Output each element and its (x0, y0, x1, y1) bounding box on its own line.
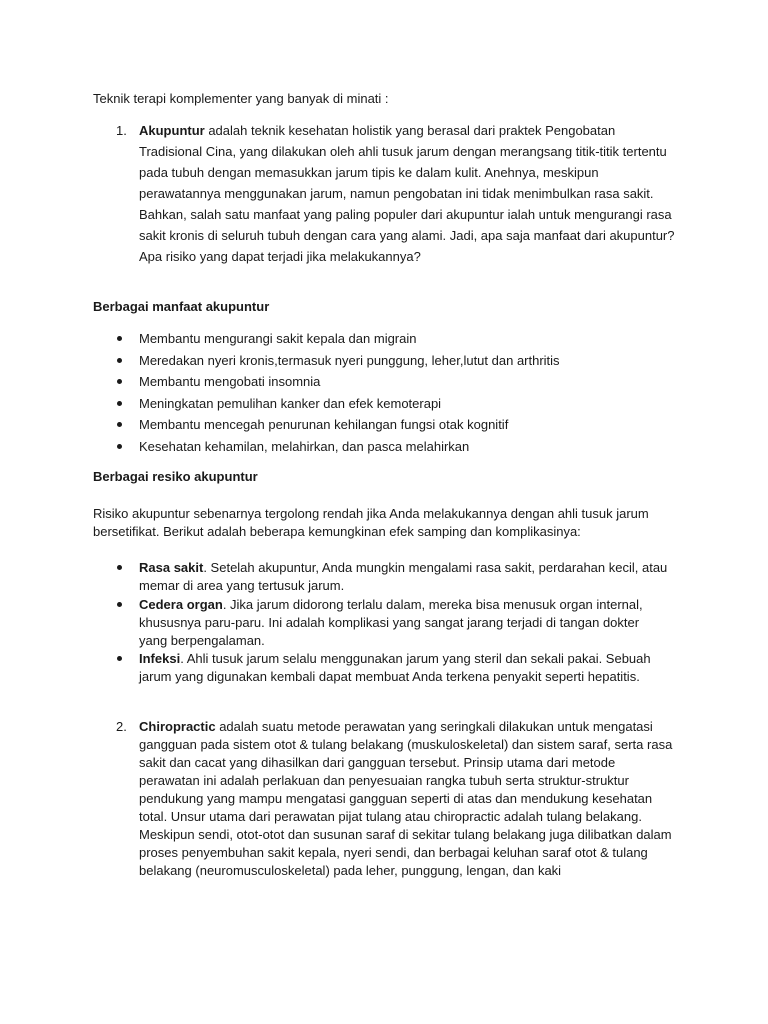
risk-text: . Setelah akupuntur, Anda mungkin mengalami rasa sakit, perdarahan kecil, atau memar di area yang tertusuk jarum. (139, 560, 668, 593)
list-item (139, 328, 699, 350)
risks-heading: Berbagai resiko akupuntur (93, 469, 258, 484)
risk-term: Infeksi (139, 651, 181, 666)
risk-text: . Ahli tusuk jarum selalu menggunakan jarum yang steril dan sekali pakai. Sebuah jarum yang digunakan kembali dapat membuat Anda terkena penyakit seperti hepatitis. (139, 651, 651, 684)
item-2-text: adalah suatu metode perawatan yang seringkali dilakukan untuk mengatasi gangguan pada sistem otot & tulang belakang (muskuloskeletal) dan sistem saraf, serta rasa sakit dan cacat yang dihasilkan dari gangguan tersebut. Prinsip utama dari metode perawatan ini adalah perlakuan dan penyesuaian rangka tubuh serta struktur-struktur pendukung yang mampu mengatasi gangguan seperti di atas dan mendukung kesehatan total. Unsur utama dari perawatan pijat tulang atau chiropractic adalah tulang belakang. Meskipun sendi, otot-otot dan susunan saraf di sekitar tulang belakang juga dilibatkan dalam proses penyembuhan sakit kepala, nyeri sendi, dan berbagai keluhan saraf otot & tulang belakang (neuromusculoskeletal) pada leher, punggung, lengan, dan kaki (139, 719, 673, 878)
list-item-text: Kesehatan kehamilan, melahirkan, dan pasca melahirkan (139, 438, 470, 454)
risk-item-2 (139, 596, 669, 650)
item-2-number: 2. (116, 719, 127, 734)
item-1-number: 1. (116, 123, 127, 138)
bullet-icon (117, 444, 122, 449)
bullet-icon (117, 336, 122, 341)
bullet-icon (117, 358, 122, 363)
bullet-icon (117, 422, 122, 427)
list-item (139, 350, 699, 372)
item-1-term: Akupuntur (139, 123, 205, 138)
list-item-text: Membantu mengobati insomnia (139, 374, 321, 389)
intro-line: Teknik terapi komplementer yang banyak di minati : (93, 91, 389, 106)
risk-text: . Jika jarum didorong terlalu dalam, mereka bisa menusuk organ internal, khususnya paru-paru. Ini adalah komplikasi yang sangat jarang terjadi di tangan dokter yang berpengalaman. (139, 597, 643, 648)
risk-item-1 (139, 559, 669, 595)
bullet-icon (117, 565, 122, 570)
list-item-text: Meredakan nyeri kronis,termasuk nyeri punggung, leher,lutut dan arthritis (139, 352, 560, 368)
bullet-icon (117, 401, 122, 406)
list-item-text: Membantu mencegah penurunan kehilangan fungsi otak kognitif (139, 417, 509, 432)
risk-item-3 (139, 650, 669, 686)
benefits-list (139, 328, 699, 457)
item-1-text: adalah teknik kesehatan holistik yang berasal dari praktek Pengobatan Tradisional Cina, yang dilakukan oleh ahli tusuk jarum dengan merangsang titik-titik tertentu pada tubuh dengan memasukkan jarum tipis ke dalam kulit. Anehnya, meskipun perawatannya menggunakan jarum, namun pengobatan ini tidak menimbulkan rasa sakit. Bahkan, salah satu manfaat yang paling populer dari akupuntur ialah untuk mengurangi rasa sakit kronis di seluruh tubuh dengan cara yang alami. Jadi, apa saja manfaat dari akupuntur? Apa risiko yang dapat terjadi jika melakukannya? (139, 123, 675, 264)
risk-term: Cedera organ (139, 597, 223, 612)
bullet-icon (117, 656, 122, 661)
item-2-term: Chiropractic (139, 719, 216, 734)
risks-intro: Risiko akupuntur sebenarnya tergolong rendah jika Anda melakukannya dengan ahli tusuk jarum bersetifikat. Berikut adalah beberapa kemungkinan efek samping dan komplikasinya: (93, 506, 649, 539)
list-item (139, 414, 699, 436)
risk-term: Rasa sakit (139, 560, 204, 575)
item-2-paragraph (139, 718, 679, 880)
item-1-paragraph (139, 120, 679, 267)
list-item (139, 371, 699, 393)
benefits-heading: Berbagai manfaat akupuntur (93, 299, 270, 314)
bullet-icon (117, 602, 122, 607)
list-item (139, 436, 699, 458)
list-item (139, 393, 699, 415)
list-item-text: Meningkatan pemulihan kanker dan efek kemoterapi (139, 395, 442, 411)
list-item-text: Membantu mengurangi sakit kepala dan migrain (139, 331, 417, 346)
bullet-icon (117, 379, 122, 384)
